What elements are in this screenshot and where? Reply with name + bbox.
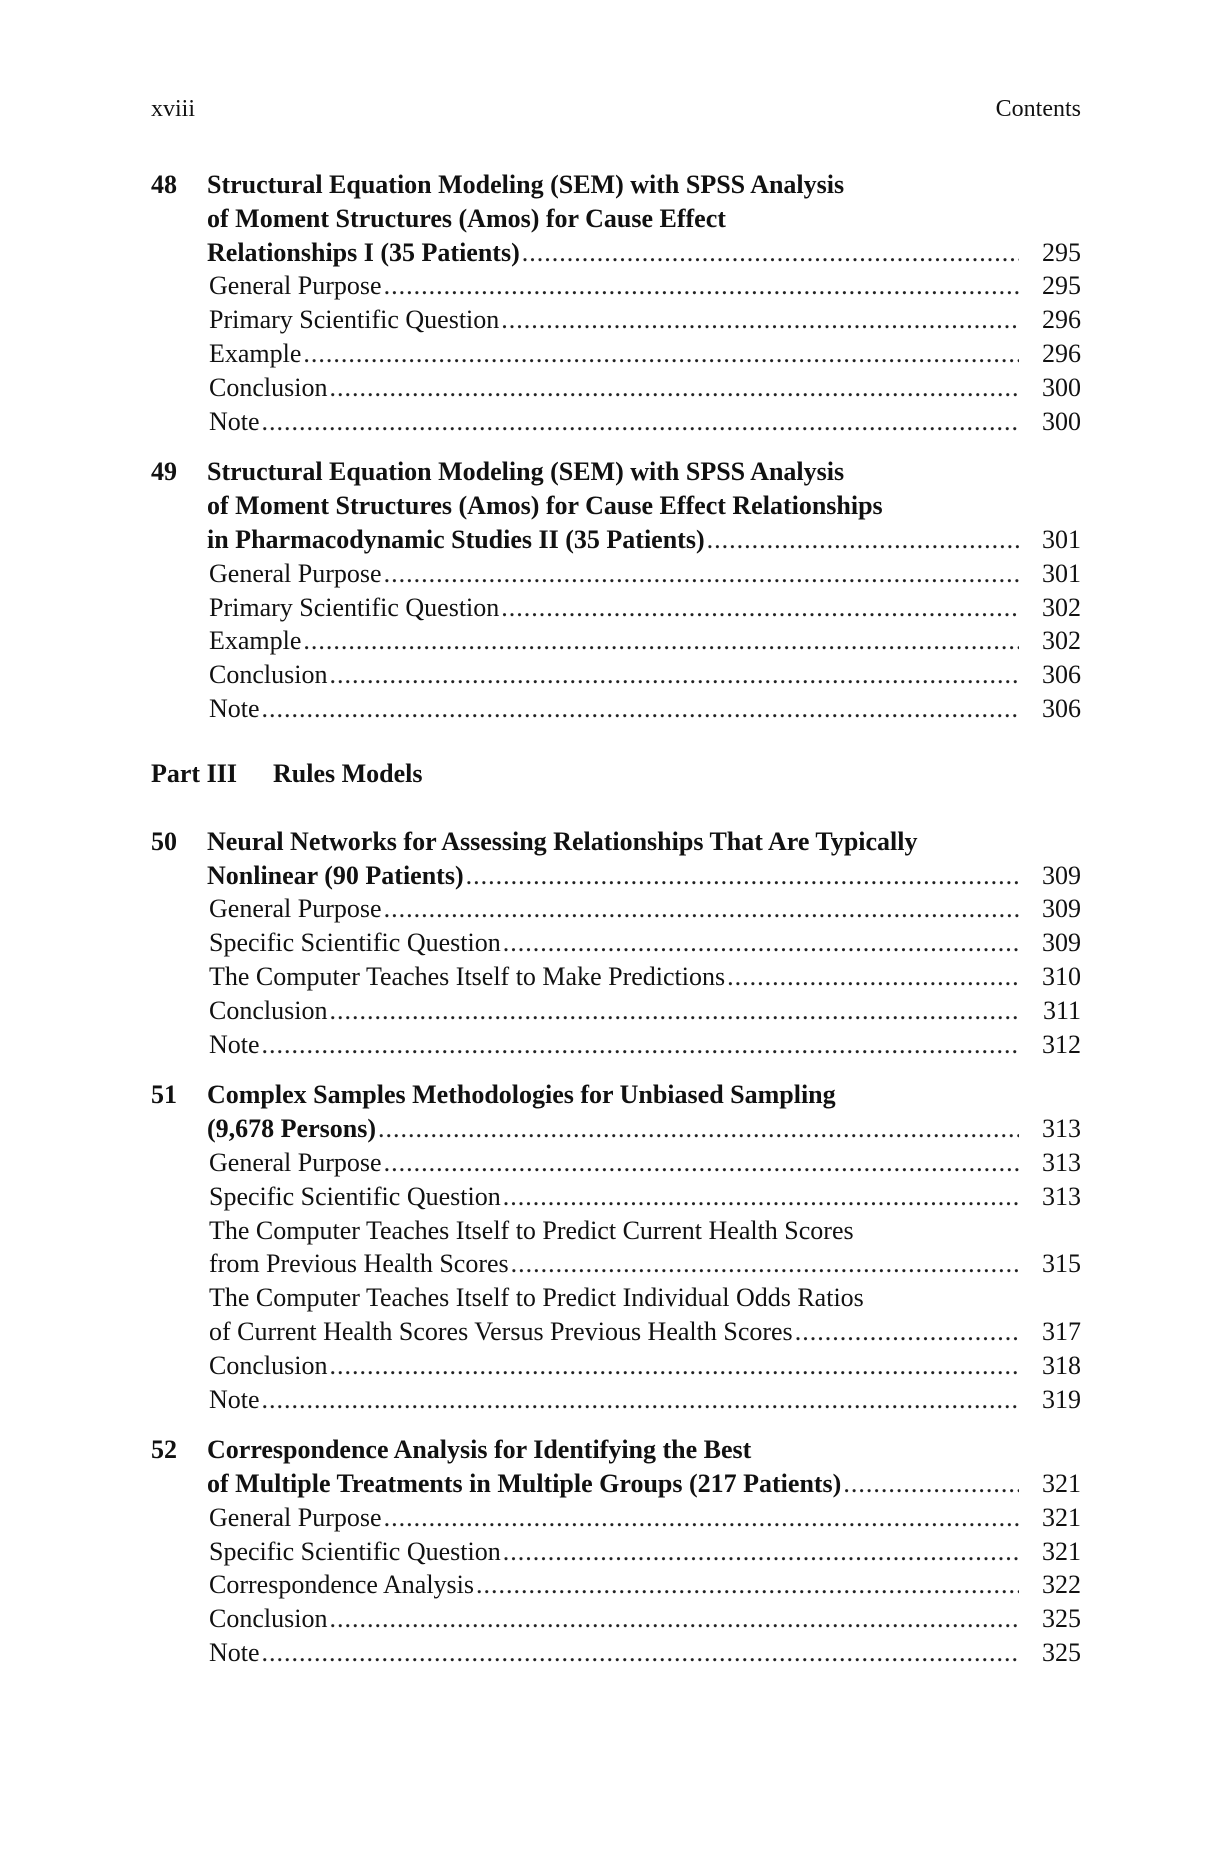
- section-entry[interactable]: [151, 1501, 1081, 1535]
- page-number: 309: [1042, 894, 1081, 924]
- section-entry[interactable]: [151, 1146, 1081, 1180]
- entry-title: General Purpose: [209, 558, 382, 588]
- leader-dots: [384, 1501, 1019, 1535]
- section-entry[interactable]: [151, 1535, 1081, 1569]
- entry-title: Complex Samples Methodologies for Unbiased Sampling: [207, 1080, 836, 1110]
- entry-title: Conclusion: [209, 995, 328, 1025]
- chapter-title-line: [151, 202, 1081, 236]
- chapter-number: 48: [151, 170, 177, 199]
- section-entry[interactable]: [151, 926, 1081, 960]
- page-number: 309: [1042, 928, 1081, 958]
- leader-dots: [378, 1112, 1019, 1146]
- page-number: 309: [1042, 860, 1081, 890]
- chapter-title-line[interactable]: [151, 859, 1081, 893]
- leader-dots: [503, 1535, 1019, 1569]
- page-number: 325: [1042, 1604, 1081, 1634]
- leader-dots: [262, 1383, 1019, 1417]
- section-entry[interactable]: [151, 303, 1081, 337]
- section-entry[interactable]: [151, 337, 1081, 371]
- chapter-entry: [151, 168, 1081, 438]
- page-number: 313: [1042, 1147, 1081, 1177]
- entry-title: in Pharmacodynamic Studies II (35 Patients): [207, 524, 705, 554]
- entry-title: Conclusion: [209, 1604, 328, 1634]
- page-number: 318: [1042, 1350, 1081, 1380]
- leader-dots: [503, 926, 1019, 960]
- page-number: 313: [1042, 1181, 1081, 1211]
- leader-dots: [795, 1315, 1019, 1349]
- entry-title: Specific Scientific Question: [209, 1536, 501, 1566]
- leader-dots: [262, 1636, 1019, 1670]
- chapter-title-line[interactable]: [151, 1467, 1081, 1501]
- entry-title: Note: [209, 693, 260, 723]
- leader-dots: [262, 405, 1019, 439]
- page-number: 295: [1042, 237, 1081, 267]
- entry-title: Relationships I (35 Patients): [207, 237, 520, 267]
- entry-title: Structural Equation Modeling (SEM) with SPSS Analysis: [207, 457, 845, 487]
- section-entry[interactable]: [151, 1028, 1081, 1062]
- chapter-number: 52: [151, 1435, 177, 1465]
- page-number: 315: [1042, 1249, 1081, 1279]
- entry-title: Correspondence Analysis for Identifying the Best: [207, 1435, 752, 1465]
- leader-dots: [501, 303, 1019, 337]
- page-number: 321: [1042, 1536, 1081, 1566]
- entry-title: Specific Scientific Question: [209, 928, 501, 958]
- section-entry[interactable]: [151, 1315, 1081, 1349]
- chapter-title-line[interactable]: [151, 523, 1081, 557]
- entry-title: of Multiple Treatments in Multiple Groups (217 Patients): [207, 1469, 842, 1499]
- entry-title: Structural Equation Modeling (SEM) with SPSS Analysis: [207, 170, 845, 199]
- leader-dots: [329, 994, 1019, 1028]
- page-number: 296: [1042, 305, 1081, 335]
- leader-dots: [466, 859, 1019, 893]
- leader-dots: [384, 269, 1019, 303]
- entry-title: General Purpose: [209, 271, 382, 301]
- section-entry[interactable]: [151, 591, 1081, 625]
- page-number: 312: [1042, 1029, 1081, 1059]
- entry-title: Nonlinear (90 Patients): [207, 860, 464, 890]
- chapter-entry: [151, 1078, 1081, 1416]
- page-number: 301: [1042, 558, 1081, 588]
- section-entry[interactable]: [151, 994, 1081, 1028]
- entry-title: of Moment Structures (Amos) for Cause Effect Relationships: [207, 491, 883, 521]
- entry-title: (9,678 Persons): [207, 1114, 376, 1144]
- chapter-title-line: [151, 825, 1081, 859]
- page-number: 319: [1042, 1384, 1081, 1414]
- leader-dots: [476, 1568, 1019, 1602]
- entry-title: General Purpose: [209, 894, 382, 924]
- page-number: 310: [1042, 961, 1081, 991]
- entry-title: Conclusion: [209, 1350, 328, 1380]
- chapter-entry: [151, 455, 1081, 725]
- section-entry[interactable]: [151, 1247, 1081, 1281]
- page-number: 302: [1042, 592, 1081, 622]
- page-number: 295: [1042, 271, 1081, 301]
- leader-dots: [511, 1247, 1019, 1281]
- page-number: 306: [1042, 693, 1081, 723]
- section-entry: [151, 1281, 1081, 1315]
- section-entry[interactable]: [151, 1180, 1081, 1214]
- page-number: 311: [1042, 995, 1081, 1025]
- section-entry[interactable]: [151, 960, 1081, 994]
- section-entry[interactable]: [151, 557, 1081, 591]
- table-of-contents: [151, 168, 1081, 1687]
- leader-dots: [329, 1602, 1019, 1636]
- leader-dots: [262, 692, 1019, 726]
- entry-title: Conclusion: [209, 372, 328, 402]
- leader-dots: [843, 1467, 1019, 1501]
- entry-title: Note: [209, 1384, 260, 1414]
- section-entry[interactable]: [151, 624, 1081, 658]
- entry-title: General Purpose: [209, 1147, 382, 1177]
- leader-dots: [303, 624, 1019, 658]
- part-heading: [151, 757, 1081, 791]
- section-entry[interactable]: [151, 692, 1081, 726]
- entry-title: Specific Scientific Question: [209, 1181, 501, 1211]
- page-number: 321: [1042, 1469, 1081, 1499]
- section-entry[interactable]: [151, 371, 1081, 405]
- entry-title: of Moment Structures (Amos) for Cause Effect: [207, 203, 726, 233]
- chapter-number: 50: [151, 826, 177, 856]
- section-entry[interactable]: [151, 1349, 1081, 1383]
- leader-dots: [727, 960, 1019, 994]
- entry-title: Example: [209, 626, 302, 656]
- page-number: 296: [1042, 338, 1081, 368]
- entry-title: from Previous Health Scores: [209, 1249, 509, 1279]
- entry-title: Primary Scientific Question: [209, 592, 500, 622]
- section-entry[interactable]: [151, 658, 1081, 692]
- page-number: 306: [1042, 660, 1081, 690]
- section-entry[interactable]: [151, 1383, 1081, 1417]
- leader-dots: [262, 1028, 1019, 1062]
- chapter-entry: [151, 825, 1081, 1062]
- chapter-entry: [151, 1433, 1081, 1670]
- page-number: 317: [1042, 1316, 1081, 1346]
- chapter-title-line: [151, 1433, 1081, 1467]
- page-number: 313: [1042, 1114, 1081, 1144]
- leader-dots: [329, 658, 1019, 692]
- entry-title: The Computer Teaches Itself to Make Predictions: [209, 961, 726, 991]
- leader-dots: [384, 1146, 1019, 1180]
- part-label: Part III: [151, 758, 237, 788]
- section-entry[interactable]: [151, 405, 1081, 439]
- chapter-title-line: [151, 455, 1081, 489]
- leader-dots: [707, 523, 1019, 557]
- chapter-title-line[interactable]: [151, 236, 1081, 270]
- leader-dots: [384, 557, 1019, 591]
- leader-dots: [303, 337, 1019, 371]
- page-number: 300: [1042, 372, 1081, 402]
- entry-title: The Computer Teaches Itself to Predict Current Health Scores: [209, 1215, 854, 1245]
- leader-dots: [522, 236, 1019, 270]
- chapter-number: 51: [151, 1080, 177, 1110]
- entry-title: Note: [209, 406, 260, 436]
- leader-dots: [501, 591, 1019, 625]
- page-number: 325: [1042, 1638, 1081, 1668]
- entry-title: Note: [209, 1638, 260, 1668]
- entry-title: Note: [209, 1029, 260, 1059]
- section-entry[interactable]: [151, 1636, 1081, 1670]
- entry-title: Example: [209, 338, 302, 368]
- chapter-title-line[interactable]: [151, 1112, 1081, 1146]
- running-title: Contents: [995, 96, 1081, 122]
- entry-title: Conclusion: [209, 660, 328, 690]
- entry-title: Neural Networks for Assessing Relationships That Are Typically: [207, 826, 918, 856]
- section-entry[interactable]: [151, 1568, 1081, 1602]
- part-title: Rules Models: [273, 758, 423, 788]
- page-number: 301: [1042, 524, 1081, 554]
- entry-title: Correspondence Analysis: [209, 1570, 475, 1600]
- leader-dots: [384, 892, 1019, 926]
- section-entry[interactable]: [151, 1602, 1081, 1636]
- page-number: 300: [1042, 406, 1081, 436]
- leader-dots: [329, 371, 1019, 405]
- entry-title: Primary Scientific Question: [209, 305, 500, 335]
- section-entry: [151, 1214, 1081, 1248]
- entry-title: The Computer Teaches Itself to Predict Individual Odds Ratios: [209, 1283, 864, 1313]
- chapter-title-line: [151, 1078, 1081, 1112]
- leader-dots: [503, 1180, 1019, 1214]
- section-entry[interactable]: [151, 269, 1081, 303]
- chapter-title-line: [151, 168, 1081, 202]
- page-number: 322: [1042, 1570, 1081, 1600]
- entry-title: General Purpose: [209, 1502, 382, 1532]
- section-entry[interactable]: [151, 892, 1081, 926]
- page-number: 302: [1042, 626, 1081, 656]
- running-header: [151, 96, 1081, 130]
- entry-title: of Current Health Scores Versus Previous Health Scores: [209, 1316, 793, 1346]
- leader-dots: [329, 1349, 1019, 1383]
- page-number: 321: [1042, 1502, 1081, 1532]
- page-number: xviii: [151, 96, 196, 122]
- chapter-number: 49: [151, 457, 177, 487]
- chapter-title-line: [151, 489, 1081, 523]
